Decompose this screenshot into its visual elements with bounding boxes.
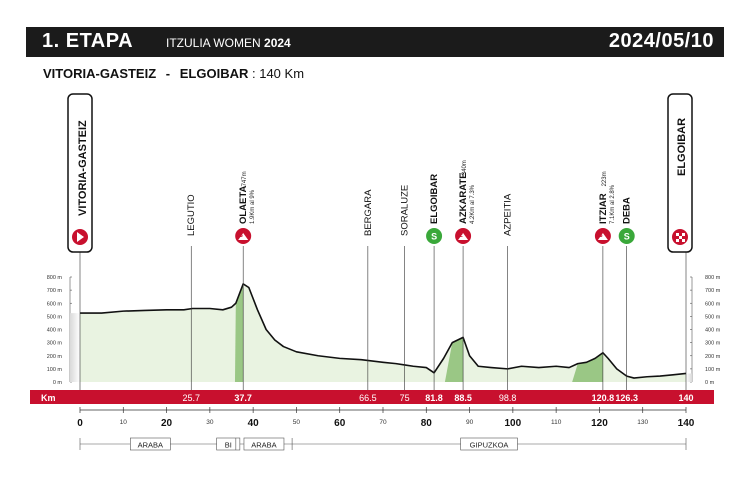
stage-date: 2024/05/10 (608, 30, 714, 52)
y-tick-label-right: 500 m (705, 314, 721, 321)
profile-finish-shade (686, 373, 692, 382)
finish-flag-label: ELGOIBAR (676, 117, 688, 176)
km-label: 88.5 (454, 393, 472, 403)
region-label: ARABA (251, 440, 277, 450)
route-separator: - (165, 66, 171, 81)
km-label: 75 (399, 393, 410, 403)
y-tick-label-left: 800 m (46, 275, 62, 281)
x-tick-label-minor: 110 (550, 419, 562, 426)
km-bar-label: Km (41, 393, 56, 403)
y-tick-label-left: 400 m (46, 327, 62, 334)
place-name: AZKARATE (458, 172, 470, 224)
km-label: 37.7 (234, 393, 252, 403)
climb-altitude: 223m (601, 171, 608, 187)
race-name: ITZULIA WOMEN 2024 (166, 36, 291, 50)
region-label: GIPUZKOA (469, 440, 509, 450)
place-name: LEGUTIO (186, 194, 198, 236)
climb-detail: 7.1Km al 2.8% (609, 184, 616, 224)
place-name: ELGOIBAR (429, 173, 441, 224)
y-tick-label-left: 600 m (46, 301, 62, 308)
y-tick-label-left: 100 m (46, 366, 62, 373)
checkered-flag-icon (682, 239, 685, 242)
x-tick-label-major: 80 (420, 418, 432, 429)
y-tick-label-left: 500 m (46, 314, 62, 321)
y-tick-label-left: 0 m (52, 380, 62, 386)
x-tick-label-minor: 130 (637, 419, 649, 426)
x-tick-label-minor: 50 (292, 419, 301, 426)
y-tick-label-right: 300 m (705, 340, 721, 347)
stage-number: 1. ETAPA (42, 30, 134, 52)
climb-segment (572, 353, 603, 382)
x-tick-label-major: 60 (334, 418, 346, 429)
checkered-flag-icon (676, 233, 679, 236)
km-label: 66.5 (359, 393, 377, 403)
km-label: 120.8 (591, 393, 615, 403)
x-tick-label-major: 140 (677, 418, 695, 429)
checkered-flag-icon (679, 236, 682, 239)
x-tick-label-minor: 70 (379, 419, 387, 426)
checkered-flag-icon (682, 233, 685, 236)
y-tick-label-right: 600 m (705, 301, 721, 308)
km-label: 25.7 (182, 393, 201, 403)
y-tick-label-right: 800 m (705, 275, 721, 281)
route-distance: : 140 Km (252, 66, 305, 81)
y-tick-label-right: 700 m (705, 288, 721, 295)
place-name: SORALUZE (399, 184, 411, 236)
climb-detail: 1.9Km al 9% (250, 189, 257, 224)
place-name: OLAETA (238, 185, 250, 224)
climb-altitude: 747m (242, 171, 249, 187)
checkered-flag-icon (676, 239, 679, 242)
y-tick-label-right: 0 m (705, 380, 715, 386)
climb-detail: 4.2Km al 7.3% (470, 184, 477, 224)
climb-category: 2 (459, 233, 463, 239)
climb-category: 3 (599, 233, 603, 239)
y-tick-label-right: 100 m (705, 366, 721, 373)
place-name: ITZIAR (597, 193, 609, 224)
x-tick-label-minor: 30 (206, 419, 214, 426)
x-tick-label-minor: 90 (465, 419, 474, 426)
km-label: 81.8 (425, 393, 443, 403)
sprint-category: S (623, 231, 630, 242)
climb-altitude: 340m (462, 160, 469, 176)
x-tick-label-major: 120 (591, 418, 608, 429)
x-tick-label-minor: 10 (119, 419, 127, 426)
region-label: ARABA (137, 440, 164, 450)
x-tick-label-major: 40 (247, 418, 259, 429)
y-tick-label-right: 200 m (705, 353, 721, 360)
km-label: 98.8 (498, 393, 517, 403)
y-tick-label-left: 200 m (46, 353, 62, 360)
y-tick-label-left: 700 m (46, 288, 62, 295)
route-finish: ELGOIBAR (179, 66, 249, 81)
y-tick-label-left: 300 m (46, 340, 62, 347)
climb-segment (235, 284, 243, 382)
profile-start-shade (70, 313, 80, 382)
sprint-category: S (431, 231, 438, 242)
route-start: VITORIA-GASTEIZ (43, 66, 157, 81)
x-tick-label-major: 20 (161, 418, 173, 429)
place-name: AZPEITIA (502, 193, 514, 236)
km-label: 126.3 (615, 393, 638, 403)
x-tick-label-major: 100 (504, 418, 522, 429)
place-name: DEBA (621, 197, 633, 224)
y-tick-label-right: 400 m (705, 327, 721, 334)
region-label: BI (224, 440, 232, 450)
x-tick-label-major: 0 (77, 418, 83, 429)
start-flag-label: VITORIA-GASTEIZ (77, 120, 89, 216)
place-name: BERGARA (362, 189, 374, 236)
climb-category: 3 (239, 233, 243, 239)
km-label-finish: 140 (678, 393, 694, 403)
